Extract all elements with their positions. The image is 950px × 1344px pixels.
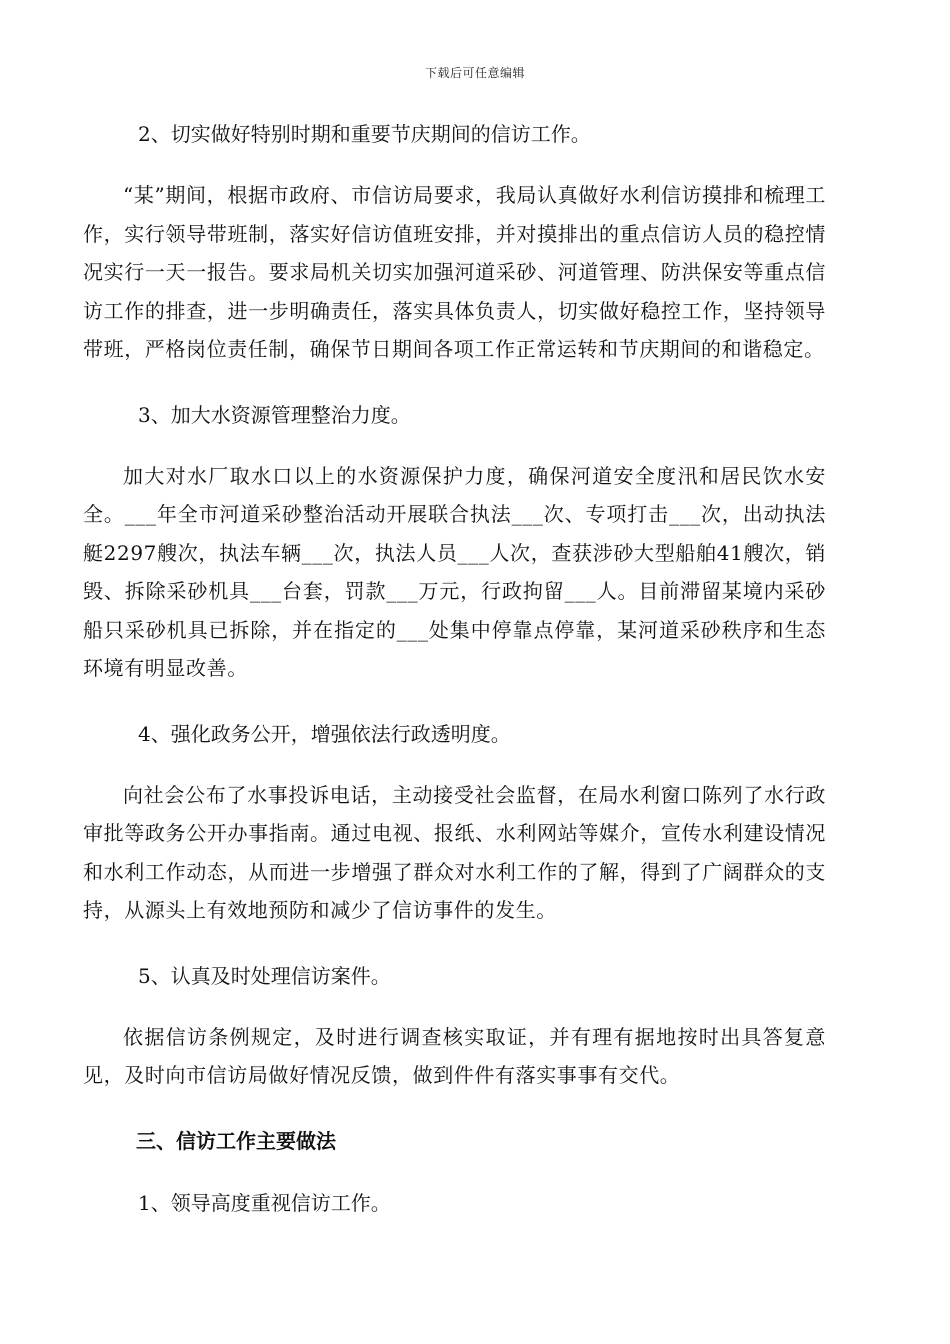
paragraph-public-affairs: 向社会公布了水事投诉电话，主动接受社会监督，在局水利窗口陈列了水行政审批等政务公开办事指南。通过电视、报纸、水利网站等媒介，宣传水利建设情况和水利工作动态，从而进一步增强了群众对水利工作的了解，得到了广阔群众的支持，从源头上有效地预防和减少了信访事件的发生。 — [83, 782, 826, 922]
paragraph-water-resources: 加大对水厂取水口以上的水资源保护力度，确保河道安全度汛和居民饮水安全。___年全市河道采砂整治活动开展联合执法___次、专项打击___次，出动执法艇2297艘次，执法车辆___次，执法人员___人次，查获涉砂大型船舶41艘次，销毁、拆除采砂机具___台套，罚款___万元，行政拘留___人。目前滞留某境内采砂船只采砂机具已拆除，并在指定的___处集中停靠点停靠，某河道采砂秩序和生态环境有明显改善。 — [83, 463, 826, 680]
item-heading-1: 1、领导高度重视信访工作。 — [138, 1190, 391, 1215]
paragraph-holiday-period: “某”期间，根据市政府、市信访局要求，我局认真做好水利信访摸排和梳理工作，实行领导带班制，落实好信访值班安排，并对摸排出的重点信访人员的稳控情况实行一天一报告。要求局机关切实加强河道采砂、河道管理、防洪保安等重点信访工作的排查，进一步明确责任，落实具体负责人，切实做好稳控工作，坚持领导带班，严格岗位责任制，确保节日期间各项工作正常运转和节庆期间的和谐稳定。 — [83, 183, 826, 361]
section-heading-3: 三、信访工作主要做法 — [136, 1128, 336, 1153]
paragraph-case-handling: 依据信访条例规定，及时进行调查核实取证，并有理有据地按时出具答复意见，及时向市信访局做好情况反馈，做到件件有落实事事有交代。 — [83, 1024, 826, 1087]
item-heading-5: 5、认真及时处理信访案件。 — [138, 963, 391, 988]
item-heading-2: 2、切实做好特别时期和重要节庆期间的信访工作。 — [138, 122, 591, 146]
page-header-note: 下载后可任意编辑 — [424, 66, 525, 80]
item-heading-4: 4、强化政务公开，增强依法行政透明度。 — [138, 721, 511, 746]
document-body — [83, 114, 826, 1223]
item-heading-3: 3、加大水资源管理整治力度。 — [138, 402, 411, 427]
